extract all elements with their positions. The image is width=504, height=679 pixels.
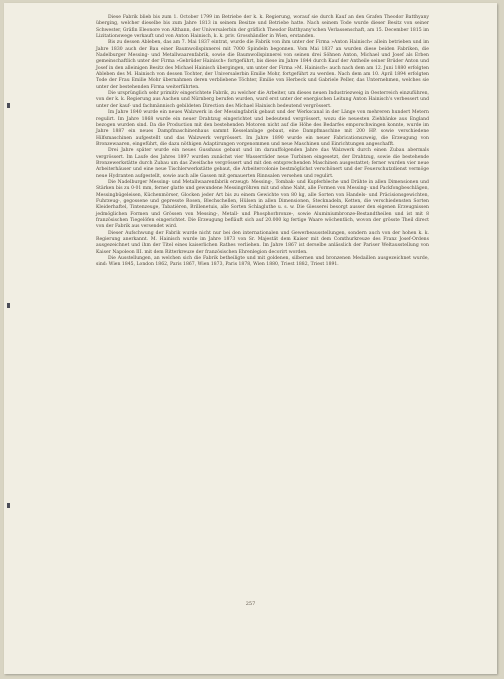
paragraph: Diese Fabrik blieb bis zum 1. October 1799 im Betriebe der k. k. Regierung, worauf sie durch Kauf an den Grafen Theodor Batthyany überging, welcher dieselbe bis zum Jahre 1813 in seinem Besitze und Betriebe hatte. Nach seinem Tode wurde dieser Besitz von seiner Schwester, Gräfin Eleonore von Althann, der Universalerbin der gräflich Theodor Batthyany'schen Verlassenschaft, am 15. December 1815 im Lizitationswege verkauft und von Anton Hainisch, k. k. priv. Grosshändler in Wien, erstanden. — [96, 15, 429, 40]
paragraph: Die Ausstellungen, an welchen sich die Fabrik betheiligte und mit goldenen, silbernen und bronzenen Medaillen ausgezeichnet wurde, sind: Wien 1845, London 1862, Paris 1867, Wien 1873, Paris 1878, Wien 1880, Triest 1882, Triest 1891. — [96, 256, 429, 268]
paragraph: Drei Jahre später wurde ein neues Gusshaus gebaut und im darauffolgenden Jahre das Walzwerk durch einen Zubau abermals vergrössert. Im Laufe des Jahres 1897 wurden zunächst vier Wasserräder neue Turbinen eingesetzt, der Drahtzug, sowie die bestehende Bronzewerkstätte durch Zubau um das Zweifache vergrössert und mit den entsprechenden Maschinen ausgestattet; ferner wurden vier neue Arbeiterhäuser und eine neue Tischlerwerkstätte gebaut, die Arbeitercolonie bestmöglichst verschönert und der Feuerschutzdienst vermöge neue Hydranten aufgestellt, sowie auch alle Gassen mit gemauerten Rinnsalen versehen und regulirt. — [96, 148, 429, 179]
binding-tab — [7, 303, 10, 308]
binding-tab — [7, 103, 10, 108]
paragraph: Bis zu dessen Ableben, das am 7. Mai 1837 eintrat, wurde die Fabrik von ihm unter der Firma »Anton Hainisch« allein betrieben und im Jahre 1830 auch der Bau einer Baumwollspinnerei mit 7000 Spindeln begonnen. Vom Mai 1837 an wurden diese beiden Fabriken, die Nadelburger Messing- und Metallwaarenfabrik, sowie die Baumwollspinnerei von seinen drei Söhnen Anton, Michael und Josef als Erben gemeinschaftlich unter der Firma »Gebrüder Hainisch« fortgeführt, bis diese im Jahre 1844 durch Kauf der Antheile seiner Brüder Anton und Josef in den alleinigen Besitz des Michael Hainisch übergingen, um unter der Firma »M. Hainisch« auch nach dem am 12. Juni 1880 erfolgten Ableben des M. Hainisch von dessen Tochter, der Universalerbin Emilie Mohr, fortgeführt zu werden. Nach dem am 10. April 1894 erfolgten Tode der Frau Emilie Mohr übernahmen deren verbliebene Töchter, Emilie von Herbeck und Gabriele Peller, das Unternehmen, welches sie unter der bestehenden Firma weiterführten. — [96, 40, 429, 90]
body-text — [96, 15, 429, 269]
paragraph: Dieser Aufschwung der Fabrik wurde nicht nur bei den internationalen und Gewerbeausstellungen, sondern auch von der hohen k. k. Regierung anerkannt. M. Hainisch wurde im Jahre 1873 von Sr. Majestät dem Kaiser mit dem Comthurkreuze des Franz Josef-Ordens ausgezeichnet und ihm der Titel eines kaiserlichen Rathes verliehen. Im Jahre 1867 ist derselbe anlässlich der Pariser Weltausstellung von Kaiser Napoleon III. mit dem Ritterkreuze der französischen Ehrenlegion decorirt worden. — [96, 230, 429, 255]
book-page — [4, 3, 497, 674]
paragraph: Die ursprünglich sehr primitiv eingerichtete Fabrik, zu welcher die Arbeiter, um dieses neuen Industriezweig in Oesterreich einzuführen, von der k. k. Regierung aus Aachen und Nürnberg berufen wurden, ward erst unter der energischen Leitung Anton Hainisch's verbessert und unter der kauf- und fachmännisch gebildeten Direction des Michael Hainisch bedeutend vergrössert. — [96, 91, 429, 109]
binding-tab — [7, 503, 10, 508]
page-number: 257 — [245, 601, 256, 607]
paragraph: Im Jahre 1840 wurde ein neues Walzwerk in der Messingfabrik gebaut und der Werkscanal in der Länge von mehreren hundert Metern regulirt. Im Jahre 1868 wurde ein neuer Drahtzug eingerichtet und bedeutend vergrössert, wozu die neuesten Ziehbänke aus England bezogen wurden sind. Da die Production mit den bestehenden Motoren nicht auf die Höhe des Bedarfes emporschwingen konnte, wurde im Jahre 1887 ein neues Dampfmaschinenhaus sammt Kesselanlage gebaut, eine Dampfmaschine mit 200 HP. sowie verschiedene Hilfsmaschinen aufgestellt und das Walzwerk vergrössert. Im Jahre 1890 wurde ein neuer Fabricationszweig, die Erzeugung von Bronzewaaren, eingeführt, die dazu nöthigen Adaptirungen vorgenommen und neue Maschinen und Einrichtungen angeschafft. — [96, 110, 429, 147]
paragraph: Die Nadelburger Messing- und Metallwaarenfabrik erzeugt: Messing-, Tombak- und Kupferbleche und Drähte in allen Dimensionen und Stärken bis zu 0·01 mm, ferner glatte und gewundene Messingröhren mit und ohne Naht, alle Formen von Messing- und Packfongbeschlägen, Messingbügeleisen, Küchenmörser, Glocken jeder Art bis zu einem Gewichte von 80 kg, alle Sorten von Handels- und Präcisionsgewichten, Fuhrzeug-, gegossene und gepresste Rosen, Blechschellen, Hülsen in allen Dimensionen, Stecknadeln, Ketten, die verschiedensten Sorten Kleiderhaftel, Tintenzeuge, Tabatièren, Brillenetuis, alle Sorten Schlagluthe u. s. w. Die Giesserei besorgt ausser den eigenen Erzeugnissen jedmöglichen Formen und Grössen von Messing-, Metall- und Phosphorbronze-, sowie Aluminiumbronze-Bestandtheilen und ist mit 8 französischen Tiegelöfen eingerichtet. Die Erzeugung befläuft sich auf 20.000 kg fertige Waare wöchentlich, wovon der grösste Theil direct von der Fabrik aus versendet wird. — [96, 179, 429, 230]
